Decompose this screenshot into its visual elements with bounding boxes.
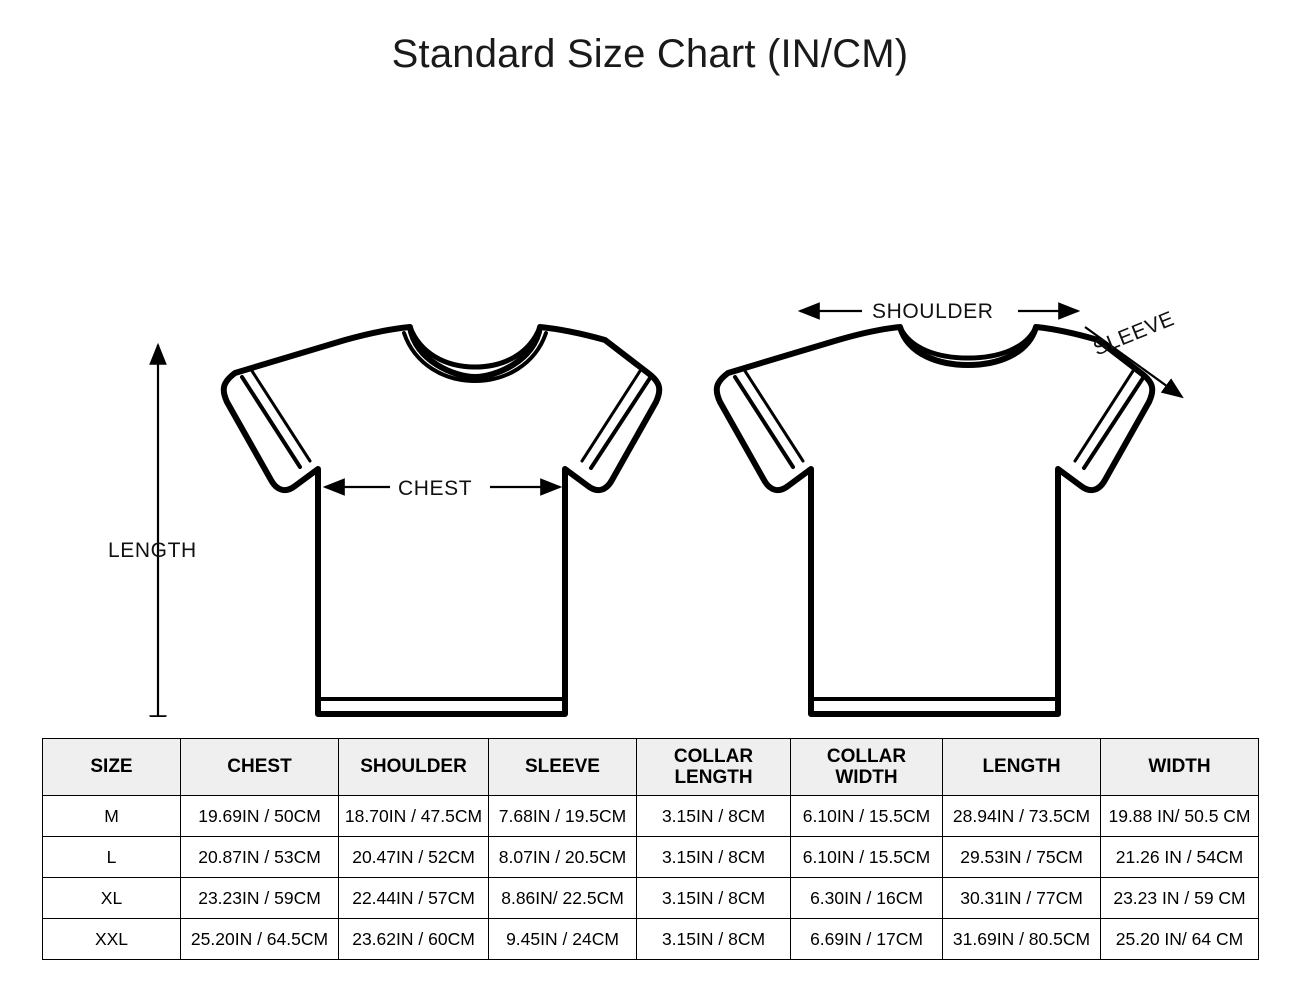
cell-collar-width: 6.10IN / 15.5CM (791, 796, 943, 837)
cell-width: 19.88 IN/ 50.5 CM (1101, 796, 1259, 837)
cell-collar-length: 3.15IN / 8CM (637, 837, 791, 878)
page-title: Standard Size Chart (IN/CM) (391, 32, 909, 76)
cell-width: 23.23 IN / 59 CM (1101, 878, 1259, 919)
cell-length: 28.94IN / 73.5CM (943, 796, 1101, 837)
cell-sleeve: 9.45IN / 24CM (489, 919, 637, 960)
col-header-sleeve: SLEEVE (489, 739, 637, 796)
cell-shoulder: 20.47IN / 52CM (339, 837, 489, 878)
front-tshirt-illustration (224, 327, 660, 714)
cell-chest: 23.23IN / 59CM (181, 878, 339, 919)
cell-shoulder: 22.44IN / 57CM (339, 878, 489, 919)
col-header-collar-length: COLLAR LENGTH (637, 739, 791, 796)
size-chart-diagram (0, 77, 1300, 717)
table-row (43, 796, 1259, 837)
back-tshirt-illustration (717, 327, 1153, 714)
cell-size: XL (43, 878, 181, 919)
cell-collar-width: 6.69IN / 17CM (791, 919, 943, 960)
cell-chest: 19.69IN / 50CM (181, 796, 339, 837)
col-header-length: LENGTH (943, 739, 1101, 796)
table-row (43, 837, 1259, 878)
cell-length: 29.53IN / 75CM (943, 837, 1101, 878)
cell-sleeve: 8.86IN/ 22.5CM (489, 878, 637, 919)
cell-length: 30.31IN / 77CM (943, 878, 1101, 919)
cell-chest: 20.87IN / 53CM (181, 837, 339, 878)
cell-width: 25.20 IN/ 64 CM (1101, 919, 1259, 960)
size-table (42, 738, 1259, 960)
cell-sleeve: 7.68IN / 19.5CM (489, 796, 637, 837)
cell-collar-length: 3.15IN / 8CM (637, 919, 791, 960)
table-row (43, 878, 1259, 919)
cell-collar-length: 3.15IN / 8CM (637, 878, 791, 919)
tshirt-diagram-svg (0, 77, 1300, 717)
col-header-size: SIZE (43, 739, 181, 796)
cell-chest: 25.20IN / 64.5CM (181, 919, 339, 960)
cell-shoulder: 18.70IN / 47.5CM (339, 796, 489, 837)
shoulder-label: SHOULDER (872, 300, 994, 323)
col-header-chest: CHEST (181, 739, 339, 796)
col-header-shoulder: SHOULDER (339, 739, 489, 796)
chest-label: CHEST (398, 477, 473, 500)
cell-length: 31.69IN / 80.5CM (943, 919, 1101, 960)
cell-collar-width: 6.30IN / 16CM (791, 878, 943, 919)
cell-collar-length: 3.15IN / 8CM (637, 796, 791, 837)
cell-size: XXL (43, 919, 181, 960)
table-row (43, 919, 1259, 960)
table-header-row (43, 739, 1259, 796)
length-label: LENGTH (108, 539, 197, 562)
cell-size: L (43, 837, 181, 878)
col-header-collar-width: COLLAR WIDTH (791, 739, 943, 796)
col-header-width: WIDTH (1101, 739, 1259, 796)
cell-collar-width: 6.10IN / 15.5CM (791, 837, 943, 878)
cell-shoulder: 23.62IN / 60CM (339, 919, 489, 960)
cell-width: 21.26 IN / 54CM (1101, 837, 1259, 878)
cell-size: M (43, 796, 181, 837)
size-table-container (42, 738, 1258, 960)
sleeve-label: SLEEVE (1090, 307, 1178, 361)
cell-sleeve: 8.07IN / 20.5CM (489, 837, 637, 878)
